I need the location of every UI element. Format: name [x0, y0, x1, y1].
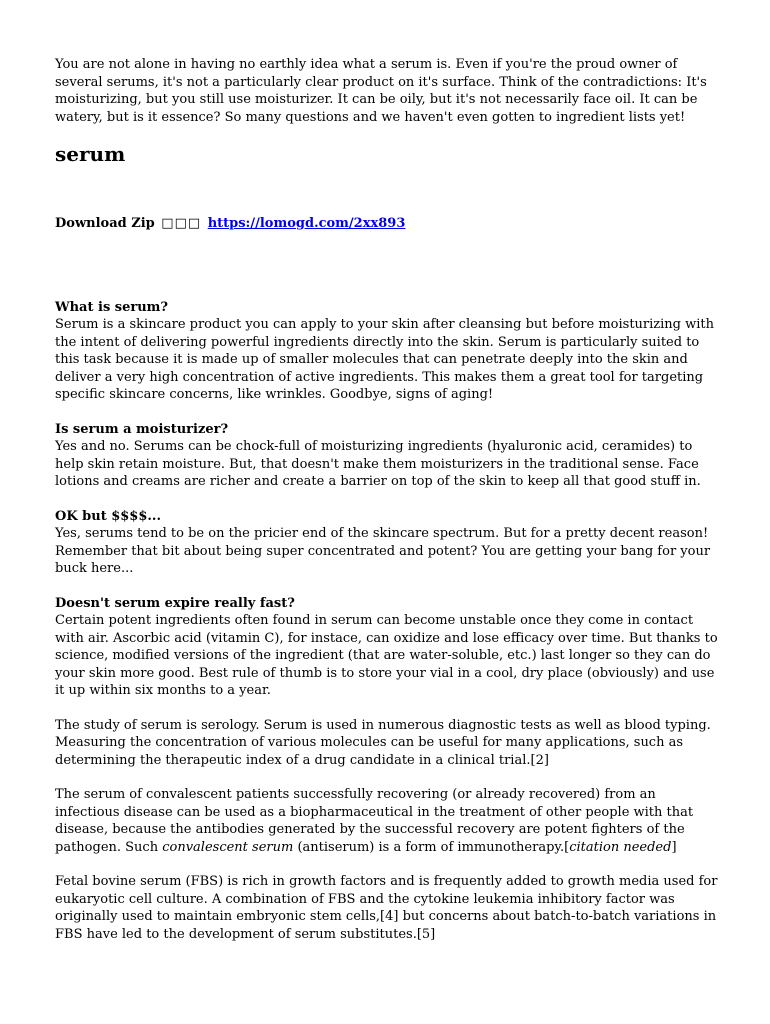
faq-question: OK but $$$$...	[55, 508, 161, 524]
faq-question: Is serum a moisturizer?	[55, 421, 229, 437]
convalescent-text-end: ]	[671, 839, 677, 855]
faq-section-what-is-serum	[55, 299, 720, 404]
download-line	[55, 215, 720, 233]
faq-section-moisturizer	[55, 421, 720, 491]
intro-paragraph: You are not alone in having no earthly idea what a serum is. Even if you're the proud owner of several serums, it's not a particularly clear product on it's surface. Think of the contradictions: It's moisturizing, but you still use moisturizer. It can be oily, but it's not necessarily face oil. It can be watery, but is it essence? So many questions and we haven't even gotten to ingredient lists yet!	[55, 57, 707, 125]
faq-answer: Yes, serums tend to be on the pricier end of the skincare spectrum. But for a pretty decent reason! Remember that bit about being super concentrated and potent? You are getting your bang for your buck here...	[55, 526, 711, 576]
faq-section-expire	[55, 595, 720, 700]
faq-answer: Certain potent ingredients often found in serum can become unstable once they come in contact with air. Ascorbic acid (vitamin C), for instace, can oxidize and lose efficacy over time. But thanks to science, modified versions of the ingredient (that are water-soluble, etc.) last longer so they can do your skin more good. Best rule of thumb is to store your vial in a cool, dry place (obviously) and use it up within six months to a year.	[55, 613, 718, 698]
faq-question: Doesn't serum expire really fast?	[55, 595, 295, 611]
faq-answer: Yes and no. Serums can be chock-full of moisturizing ingredients (hyaluronic acid, ceramides) to help skin retain moisture. But, that doesn't make them moisturizers in the traditional sense. Face lotions and creams are richer and create a barrier on top of the skin to keep all that good stuff in.	[55, 439, 701, 489]
faq-section-price	[55, 508, 720, 578]
convalescent-text-start: The serum of convalescent patients successfully recovering (or already recovered) from an infectious disease can be used as a biopharmaceutical in the treatment of other people with that disease, because the antibodies generated by the successful recovery are potent fighters of the pathogen. Such	[55, 787, 694, 855]
page-title: serum	[55, 142, 126, 166]
download-label: Download Zip	[55, 216, 155, 231]
convalescent-text-mid: (antiserum) is a form of immunotherapy.[	[293, 839, 570, 855]
faq-answer: Serum is a skincare product you can apply to your skin after cleansing but before moisturizing with the intent of delivering powerful ingredients directly into the skin. Serum is particularly suited to this task because it is made up of smaller molecules that can penetrate deeply into the skin and deliver a very high concentration of active ingredients. This makes them a great tool for targeting specific skincare concerns, like wrinkles. Goodbye, signs of aging!	[55, 317, 715, 402]
download-arrows-icon: □□□	[161, 216, 202, 231]
convalescent-italic-term: convalescent serum	[162, 839, 294, 855]
convalescent-paragraph	[55, 786, 720, 856]
serology-paragraph: The study of serum is serology. Serum is used in numerous diagnostic tests as well as blood typing. Measuring the concentration of various molecules can be useful for many applications, such as determining the therapeutic index of a drug candidate in a clinical trial.[2]	[55, 717, 711, 768]
faq-question: What is serum?	[55, 299, 169, 315]
citation-needed-note: citation needed	[569, 839, 672, 855]
download-link[interactable]: https://lomogd.com/2xx893	[207, 216, 406, 231]
spacer	[55, 233, 720, 299]
document-body	[55, 56, 720, 960]
fbs-paragraph: Fetal bovine serum (FBS) is rich in growth factors and is frequently added to growth media used for eukaryotic cell culture. A combination of FBS and the cytokine leukemia inhibitory factor was originally used to maintain embryonic stem cells,[4] but concerns about batch-to-batch variations in FBS have led to the development of serum substitutes.[5]	[55, 874, 718, 942]
